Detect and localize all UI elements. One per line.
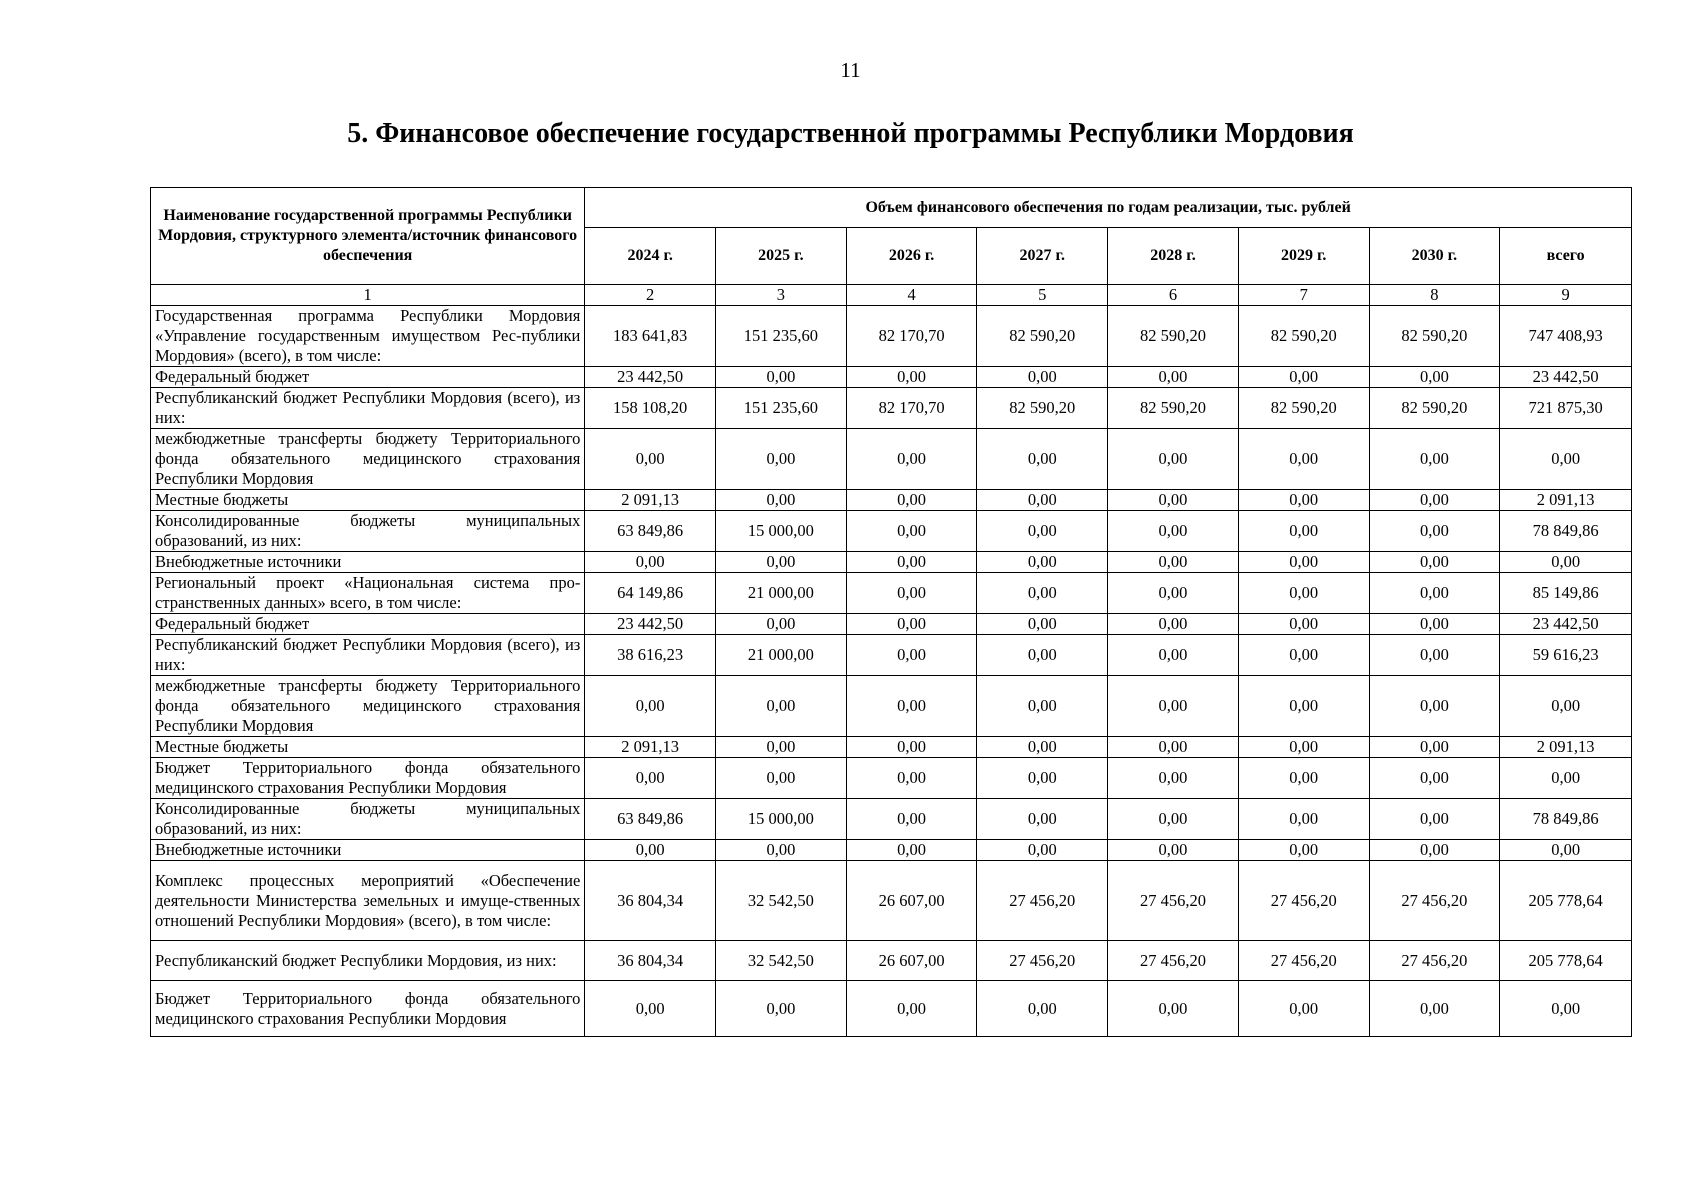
value-cell: 0,00 xyxy=(846,676,977,737)
value-cell: 0,00 xyxy=(1238,758,1369,799)
value-cell: 0,00 xyxy=(1238,676,1369,737)
column-number-cell: 4 xyxy=(846,285,977,306)
row-name-cell: Бюджет Территориального фонда обязательного медицинского страхования Республики Мордовия xyxy=(151,758,585,799)
value-cell: 82 590,20 xyxy=(977,306,1108,367)
value-cell: 0,00 xyxy=(1108,573,1239,614)
value-cell: 0,00 xyxy=(1369,737,1500,758)
value-cell: 0,00 xyxy=(1238,429,1369,490)
value-cell: 0,00 xyxy=(585,676,716,737)
value-cell: 0,00 xyxy=(716,840,847,861)
row-name-cell: Внебюджетные источники xyxy=(151,552,585,573)
table-row xyxy=(151,799,1632,840)
value-cell: 0,00 xyxy=(1238,573,1369,614)
value-cell: 23 442,50 xyxy=(585,614,716,635)
value-cell: 0,00 xyxy=(1108,614,1239,635)
row-name-cell: Государственная программа Республики Мордовия «Управление государственным имуществом Рес-публики Мордовия» (всего), в том числе: xyxy=(151,306,585,367)
value-cell: 26 607,00 xyxy=(846,941,977,981)
value-cell: 82 170,70 xyxy=(846,306,977,367)
value-cell: 23 442,50 xyxy=(1500,614,1632,635)
value-cell: 0,00 xyxy=(977,511,1108,552)
value-cell: 0,00 xyxy=(977,614,1108,635)
value-cell: 27 456,20 xyxy=(977,941,1108,981)
row-name-cell: Федеральный бюджет xyxy=(151,614,585,635)
year-header-cell: 2030 г. xyxy=(1369,228,1500,285)
value-cell: 63 849,86 xyxy=(585,511,716,552)
header-name-cell: Наименование государственной программы Республики Мордовия, структурного элемента/источник финансового обеспечения xyxy=(151,188,585,285)
value-cell: 0,00 xyxy=(977,799,1108,840)
row-name-cell: Региональный проект «Национальная система про-странственных данных» всего, в том числе: xyxy=(151,573,585,614)
row-name-cell: Консолидированные бюджеты муниципальных образований, из них: xyxy=(151,799,585,840)
value-cell: 0,00 xyxy=(716,758,847,799)
value-cell: 183 641,83 xyxy=(585,306,716,367)
value-cell: 0,00 xyxy=(846,490,977,511)
value-cell: 32 542,50 xyxy=(716,861,847,941)
year-header-cell: 2024 г. xyxy=(585,228,716,285)
value-cell: 0,00 xyxy=(585,429,716,490)
value-cell: 0,00 xyxy=(585,840,716,861)
value-cell: 0,00 xyxy=(846,799,977,840)
value-cell: 15 000,00 xyxy=(716,799,847,840)
value-cell: 0,00 xyxy=(716,614,847,635)
value-cell: 36 804,34 xyxy=(585,941,716,981)
value-cell: 0,00 xyxy=(846,840,977,861)
value-cell: 0,00 xyxy=(585,552,716,573)
row-name-cell: Федеральный бюджет xyxy=(151,367,585,388)
table-row xyxy=(151,429,1632,490)
column-number-cell: 9 xyxy=(1500,285,1632,306)
value-cell: 82 590,20 xyxy=(1108,388,1239,429)
value-cell: 82 170,70 xyxy=(846,388,977,429)
value-cell: 0,00 xyxy=(1500,840,1632,861)
column-number-cell: 6 xyxy=(1108,285,1239,306)
value-cell: 59 616,23 xyxy=(1500,635,1632,676)
value-cell: 151 235,60 xyxy=(716,306,847,367)
value-cell: 0,00 xyxy=(977,758,1108,799)
value-cell: 0,00 xyxy=(1108,429,1239,490)
value-cell: 0,00 xyxy=(1369,676,1500,737)
value-cell: 0,00 xyxy=(1369,840,1500,861)
value-cell: 82 590,20 xyxy=(1238,306,1369,367)
value-cell: 0,00 xyxy=(1108,635,1239,676)
column-number-cell: 2 xyxy=(585,285,716,306)
value-cell: 2 091,13 xyxy=(1500,490,1632,511)
year-header-cell: 2025 г. xyxy=(716,228,847,285)
value-cell: 0,00 xyxy=(1369,367,1500,388)
column-number-cell: 8 xyxy=(1369,285,1500,306)
value-cell: 27 456,20 xyxy=(1108,941,1239,981)
value-cell: 721 875,30 xyxy=(1500,388,1632,429)
row-name-cell: Консолидированные бюджеты муниципальных образований, из них: xyxy=(151,511,585,552)
value-cell: 0,00 xyxy=(1108,676,1239,737)
table-row xyxy=(151,941,1632,981)
value-cell: 0,00 xyxy=(1238,799,1369,840)
value-cell: 0,00 xyxy=(977,429,1108,490)
value-cell: 151 235,60 xyxy=(716,388,847,429)
row-name-cell: Комплекс процессных мероприятий «Обеспечение деятельности Министерства земельных и имуще-ственных отношений Республики Мордовия» (всего), в том числе: xyxy=(151,861,585,941)
value-cell: 0,00 xyxy=(1369,552,1500,573)
year-header-cell: 2027 г. xyxy=(977,228,1108,285)
value-cell: 0,00 xyxy=(1500,758,1632,799)
column-number-cell: 3 xyxy=(716,285,847,306)
value-cell: 0,00 xyxy=(1369,429,1500,490)
value-cell: 2 091,13 xyxy=(585,737,716,758)
value-cell: 0,00 xyxy=(846,429,977,490)
table-row xyxy=(151,367,1632,388)
row-name-cell: межбюджетные трансферты бюджету Территориального фонда обязательного медицинского страхования Республики Мордовия xyxy=(151,429,585,490)
row-name-cell: Республиканский бюджет Республики Мордовия, из них: xyxy=(151,941,585,981)
value-cell: 82 590,20 xyxy=(977,388,1108,429)
table-row xyxy=(151,552,1632,573)
value-cell: 27 456,20 xyxy=(1238,941,1369,981)
value-cell: 0,00 xyxy=(1500,676,1632,737)
table-row xyxy=(151,676,1632,737)
value-cell: 0,00 xyxy=(1369,758,1500,799)
column-number-cell: 7 xyxy=(1238,285,1369,306)
column-number-cell: 5 xyxy=(977,285,1108,306)
table-row xyxy=(151,635,1632,676)
value-cell: 0,00 xyxy=(1500,552,1632,573)
value-cell: 0,00 xyxy=(1238,737,1369,758)
row-name-cell: Внебюджетные источники xyxy=(151,840,585,861)
value-cell: 27 456,20 xyxy=(977,861,1108,941)
value-cell: 0,00 xyxy=(846,758,977,799)
value-cell: 0,00 xyxy=(1108,840,1239,861)
value-cell: 0,00 xyxy=(977,367,1108,388)
value-cell: 0,00 xyxy=(1369,635,1500,676)
value-cell: 205 778,64 xyxy=(1500,861,1632,941)
value-cell: 747 408,93 xyxy=(1500,306,1632,367)
table-row xyxy=(151,573,1632,614)
value-cell: 0,00 xyxy=(1238,490,1369,511)
header-volume-cell: Объем финансового обеспечения по годам реализации, тыс. рублей xyxy=(585,188,1632,228)
value-cell: 0,00 xyxy=(1369,573,1500,614)
value-cell: 0,00 xyxy=(1108,799,1239,840)
column-number-cell: 1 xyxy=(151,285,585,306)
value-cell: 36 804,34 xyxy=(585,861,716,941)
value-cell: 0,00 xyxy=(1108,367,1239,388)
year-header-cell: 2026 г. xyxy=(846,228,977,285)
value-cell: 0,00 xyxy=(977,840,1108,861)
value-cell: 0,00 xyxy=(977,552,1108,573)
value-cell: 0,00 xyxy=(977,635,1108,676)
column-number-row xyxy=(151,285,1632,306)
value-cell: 0,00 xyxy=(977,981,1108,1037)
table-body xyxy=(151,306,1632,1037)
value-cell: 0,00 xyxy=(1500,981,1632,1037)
value-cell: 15 000,00 xyxy=(716,511,847,552)
value-cell: 0,00 xyxy=(1238,367,1369,388)
value-cell: 0,00 xyxy=(977,490,1108,511)
value-cell: 0,00 xyxy=(716,981,847,1037)
page-number: 11 xyxy=(840,58,861,82)
value-cell: 0,00 xyxy=(846,737,977,758)
value-cell: 0,00 xyxy=(585,758,716,799)
value-cell: 0,00 xyxy=(1108,981,1239,1037)
row-name-cell: межбюджетные трансферты бюджету Территориального фонда обязательного медицинского страхования Республики Мордовия xyxy=(151,676,585,737)
value-cell: 27 456,20 xyxy=(1369,941,1500,981)
value-cell: 0,00 xyxy=(1369,799,1500,840)
value-cell: 0,00 xyxy=(977,573,1108,614)
value-cell: 0,00 xyxy=(977,737,1108,758)
row-name-cell: Бюджет Территориального фонда обязательного медицинского страхования Республики Мордовия xyxy=(151,981,585,1037)
value-cell: 21 000,00 xyxy=(716,573,847,614)
value-cell: 63 849,86 xyxy=(585,799,716,840)
table-row xyxy=(151,758,1632,799)
value-cell: 32 542,50 xyxy=(716,941,847,981)
value-cell: 205 778,64 xyxy=(1500,941,1632,981)
value-cell: 38 616,23 xyxy=(585,635,716,676)
value-cell: 27 456,20 xyxy=(1108,861,1239,941)
table-row xyxy=(151,840,1632,861)
table-row xyxy=(151,981,1632,1037)
value-cell: 0,00 xyxy=(846,981,977,1037)
value-cell: 0,00 xyxy=(1369,981,1500,1037)
value-cell: 82 590,20 xyxy=(1369,306,1500,367)
value-cell: 0,00 xyxy=(846,573,977,614)
value-cell: 23 442,50 xyxy=(585,367,716,388)
value-cell: 78 849,86 xyxy=(1500,799,1632,840)
value-cell: 82 590,20 xyxy=(1369,388,1500,429)
value-cell: 0,00 xyxy=(1238,635,1369,676)
value-cell: 0,00 xyxy=(716,676,847,737)
value-cell: 0,00 xyxy=(1108,552,1239,573)
value-cell: 2 091,13 xyxy=(585,490,716,511)
value-cell: 0,00 xyxy=(716,429,847,490)
value-cell: 0,00 xyxy=(1108,511,1239,552)
value-cell: 0,00 xyxy=(1369,614,1500,635)
row-name-cell: Республиканский бюджет Республики Мордовия (всего), из них: xyxy=(151,388,585,429)
row-name-cell: Местные бюджеты xyxy=(151,490,585,511)
row-name-cell: Республиканский бюджет Республики Мордовия (всего), из них: xyxy=(151,635,585,676)
value-cell: 0,00 xyxy=(1238,614,1369,635)
value-cell: 0,00 xyxy=(846,367,977,388)
year-header-cell: 2029 г. xyxy=(1238,228,1369,285)
table-row xyxy=(151,388,1632,429)
value-cell: 0,00 xyxy=(1369,490,1500,511)
financing-table-container xyxy=(150,187,1632,1037)
table-row xyxy=(151,306,1632,367)
value-cell: 27 456,20 xyxy=(1369,861,1500,941)
value-cell: 0,00 xyxy=(846,614,977,635)
value-cell: 0,00 xyxy=(1500,429,1632,490)
value-cell: 0,00 xyxy=(846,635,977,676)
value-cell: 0,00 xyxy=(977,676,1108,737)
value-cell: 0,00 xyxy=(1238,981,1369,1037)
year-header-cell: 2028 г. xyxy=(1108,228,1239,285)
value-cell: 85 149,86 xyxy=(1500,573,1632,614)
table-row xyxy=(151,737,1632,758)
value-cell: 0,00 xyxy=(1238,840,1369,861)
value-cell: 2 091,13 xyxy=(1500,737,1632,758)
value-cell: 0,00 xyxy=(716,490,847,511)
table-row xyxy=(151,511,1632,552)
value-cell: 21 000,00 xyxy=(716,635,847,676)
value-cell: 78 849,86 xyxy=(1500,511,1632,552)
value-cell: 0,00 xyxy=(716,737,847,758)
value-cell: 0,00 xyxy=(1369,511,1500,552)
value-cell: 23 442,50 xyxy=(1500,367,1632,388)
value-cell: 0,00 xyxy=(716,552,847,573)
value-cell: 27 456,20 xyxy=(1238,861,1369,941)
value-cell: 0,00 xyxy=(716,367,847,388)
value-cell: 82 590,20 xyxy=(1108,306,1239,367)
value-cell: 0,00 xyxy=(1108,737,1239,758)
table-row xyxy=(151,861,1632,941)
section-title: 5. Финансовое обеспечение государственной программы Республики Мордовия xyxy=(347,118,1354,149)
table-row xyxy=(151,614,1632,635)
value-cell: 0,00 xyxy=(846,552,977,573)
financing-table xyxy=(150,187,1632,1037)
value-cell: 0,00 xyxy=(1108,758,1239,799)
row-name-cell: Местные бюджеты xyxy=(151,737,585,758)
value-cell: 26 607,00 xyxy=(846,861,977,941)
year-header-cell: всего xyxy=(1500,228,1632,285)
value-cell: 158 108,20 xyxy=(585,388,716,429)
value-cell: 64 149,86 xyxy=(585,573,716,614)
value-cell: 0,00 xyxy=(1238,511,1369,552)
value-cell: 82 590,20 xyxy=(1238,388,1369,429)
table-row xyxy=(151,490,1632,511)
value-cell: 0,00 xyxy=(846,511,977,552)
value-cell: 0,00 xyxy=(585,981,716,1037)
value-cell: 0,00 xyxy=(1238,552,1369,573)
value-cell: 0,00 xyxy=(1108,490,1239,511)
